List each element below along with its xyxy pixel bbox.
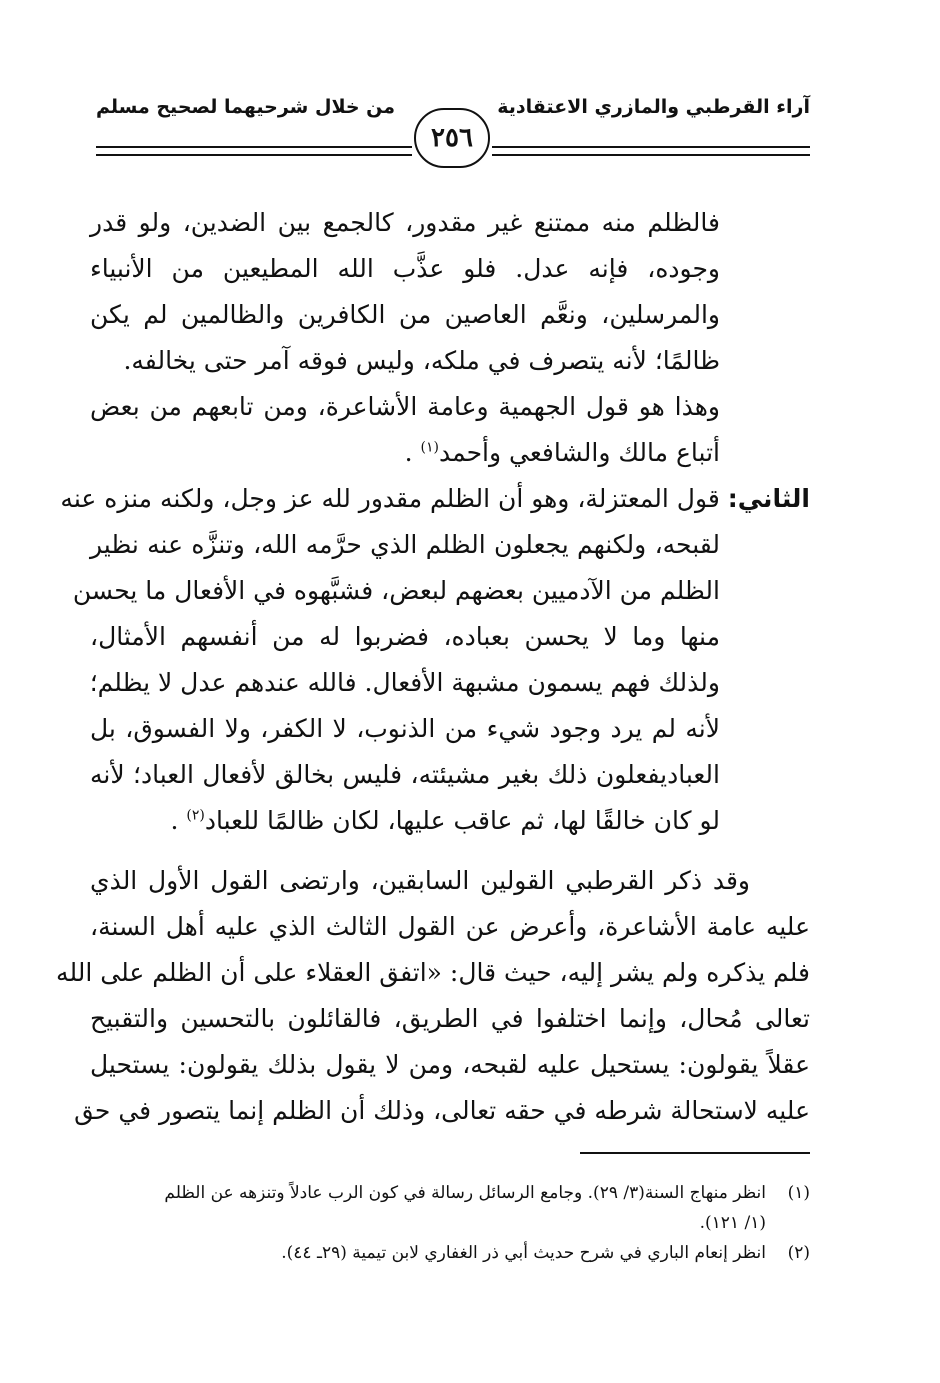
footnote-1 bbox=[90, 1178, 810, 1208]
page-number: ٢٥٦ bbox=[414, 108, 490, 168]
text-line: تعالى مُحال، وإنما اختلفوا في الطريق، فالقائلون بالتحسين والتقبيح bbox=[90, 1004, 810, 1033]
footnote-2 bbox=[90, 1238, 810, 1268]
header-rule-left-bottom bbox=[96, 154, 412, 156]
text-line: ولذلك فهم يسمون مشبهة الأفعال. فالله عندهم عدل لا يظلم؛ bbox=[89, 668, 720, 697]
footnote-ref: (١) bbox=[420, 439, 440, 456]
footnote-separator bbox=[580, 1152, 810, 1154]
header-rule-right-top bbox=[492, 146, 810, 148]
text-span: قول المعتزلة، وهو أن الظلم مقدور لله عز وجل، ولكنه منزه عنه bbox=[60, 484, 728, 513]
text-line: عليه لاستحالة شرطه في حقه تعالى، وذلك أن الظلم إنما يتصور في حق bbox=[74, 1096, 810, 1125]
text-line: منها وما لا يحسن بعباده، فضربوا له من أنفسهم الأمثال، bbox=[90, 622, 720, 651]
section-label: الثاني: bbox=[727, 484, 810, 513]
footnote-text: انظر منهاج السنة(٣/ ٢٩). وجامع الرسائل رسالة في كون الرب عادلاً وتنزهه عن الظلم bbox=[164, 1183, 766, 1203]
text-span: لو كان خالقًا لها، ثم عاقب عليها، لكان ظالمًا للعباد bbox=[204, 806, 720, 835]
footnote-ref: (٢) bbox=[186, 807, 205, 824]
text-line: لأنه لم يرد وجود شيء من الذنوب، لا الكفر، ولا الفسوق، بل bbox=[90, 714, 720, 743]
text-span: . bbox=[404, 438, 413, 467]
footnotes bbox=[90, 1178, 810, 1268]
text-line: ظالمًا؛ لأنه يتصرف في ملكه، وليس فوقه آمر حتى يخالفه. bbox=[123, 346, 720, 375]
text-line: وجوده، فإنه عدل. فلو عذَّب الله المطيعين من الأنبياء bbox=[90, 254, 720, 283]
footnote-1-continuation: (١/ ١٢١). bbox=[699, 1213, 766, 1233]
text-line-with-footnote bbox=[90, 798, 720, 844]
running-header-title: آراء القرطبي والمازري الاعتقادية bbox=[497, 96, 810, 118]
footnote-number: (٢) bbox=[787, 1243, 810, 1263]
text-line-lead bbox=[60, 476, 810, 522]
text-line: العباديفعلون ذلك بغير مشيئته، فليس بخالق لأفعال العباد؛ لأنه bbox=[90, 760, 720, 789]
footnote-text: انظر إنعام الباري في شرح حديث أبي ذر الغفاري لابن تيمية (٢٩ـ ٤٤). bbox=[281, 1243, 766, 1263]
header-rule-right-bottom bbox=[492, 154, 810, 156]
text-line: فالظلم منه ممتنع غير مقدور، كالجمع بين الضدين، ولو قدر bbox=[90, 208, 720, 237]
paragraph-gap bbox=[90, 844, 810, 858]
text-line: وهذا هو قول الجهمية وعامة الأشاعرة، ومن تابعهم من بعض bbox=[90, 392, 720, 421]
header-rule-left-top bbox=[96, 146, 412, 148]
text-line: وقد ذكر القرطبي القولين السابقين، وارتضى القول الأول الذي bbox=[90, 866, 750, 895]
text-line-with-footnote bbox=[90, 430, 720, 476]
text-line: الظلم من الآدميين بعضهم لبعض، فشبَّهوه في الأفعال ما يحسن bbox=[72, 576, 720, 605]
running-header-subtitle: من خلال شرحيهما لصحيح مسلم bbox=[96, 96, 396, 118]
text-line: فلم يذكره ولم يشر إليه، حيث قال: «اتفق العقلاء على أن الظلم على الله bbox=[56, 958, 810, 987]
text-line: والمرسلين، ونعَّم العاصين من الكافرين والظالمين لم يكن bbox=[90, 300, 720, 329]
text-line: عقلاً يقولون: يستحيل عليه لقبحه، ومن لا يقول بذلك يقولون: يستحيل bbox=[90, 1050, 810, 1079]
text-span: . bbox=[170, 806, 179, 835]
text-line: عليه عامة الأشاعرة، وأعرض عن القول الثالث الذي عليه أهل السنة، bbox=[90, 912, 810, 941]
main-text bbox=[56, 200, 810, 1134]
footnote-number: (١) bbox=[787, 1183, 810, 1203]
text-line: لقبحه، ولكنهم يجعلون الظلم الذي حرَّمه الله، وتنزَّه عنه نظير bbox=[90, 530, 720, 559]
text-span: أتباع مالك والشافعي وأحمد bbox=[439, 438, 720, 467]
